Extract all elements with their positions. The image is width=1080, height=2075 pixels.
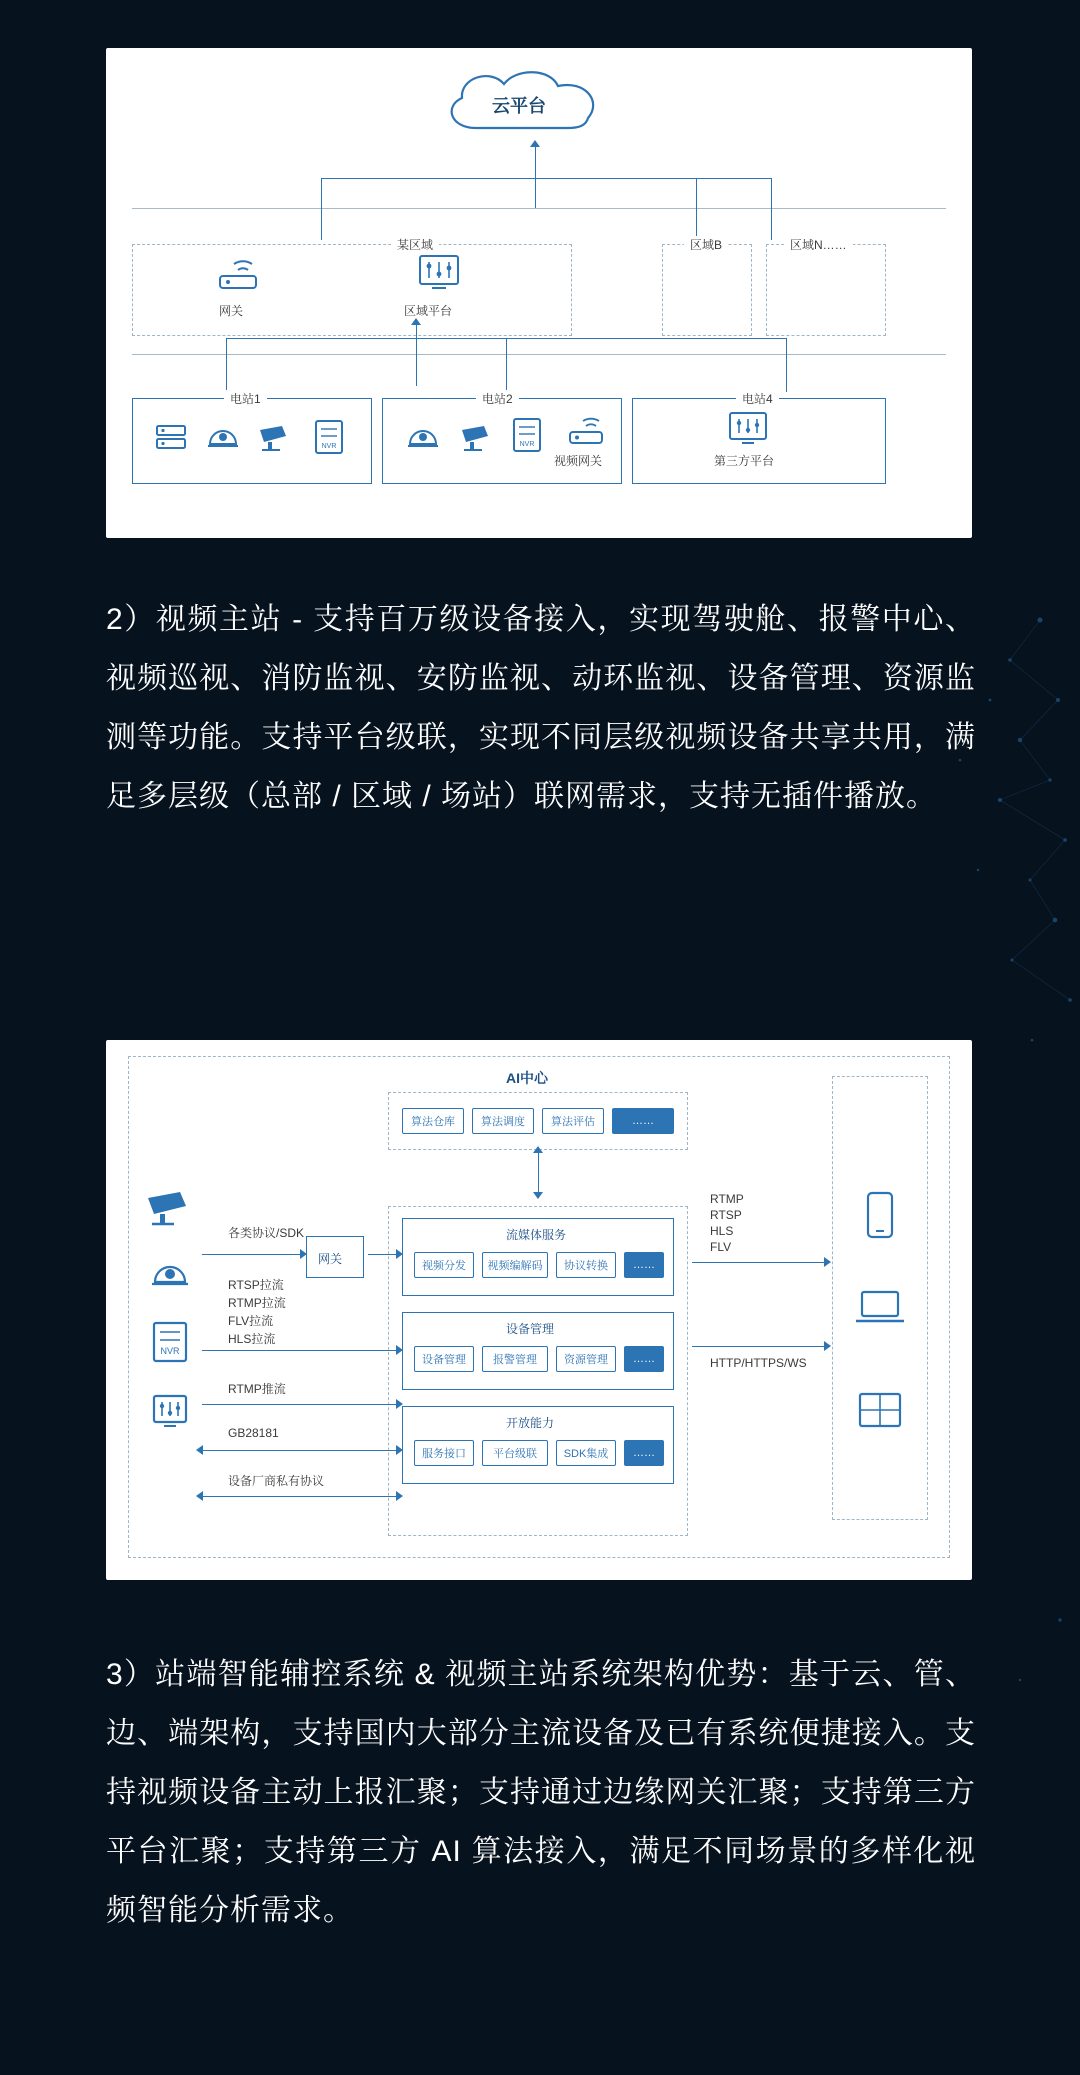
protocol-gb28181-label: GB28181 <box>228 1426 279 1440</box>
chip-alarm-mgmt[interactable]: 报警管理 <box>482 1346 548 1372</box>
right-protocol-http: HTTP/HTTPS/WS <box>710 1356 807 1370</box>
video-gateway-icon <box>566 416 606 450</box>
third-party-platform-label: 第三方平台 <box>714 454 775 468</box>
nvr-icon <box>510 416 544 454</box>
platform-icon <box>150 1392 190 1434</box>
gateway-icon <box>216 254 260 294</box>
protocol-sdk-label: 各类协议/SDK <box>228 1226 305 1240</box>
platform-icon <box>726 410 770 450</box>
platform-icon <box>416 252 462 294</box>
region-group-b <box>662 244 752 336</box>
chip-device-more[interactable]: …… <box>624 1346 664 1372</box>
camera-dome-icon <box>206 418 240 454</box>
chip-video-distribute[interactable]: 视频分发 <box>414 1252 474 1278</box>
protocol-hls-pull-label: HLS拉流 <box>228 1332 276 1346</box>
gateway-label: 网关 <box>219 304 244 318</box>
svg-text:NVR: NVR <box>321 443 337 450</box>
protocol-rtsp-pull-label: RTSP拉流 <box>228 1278 284 1292</box>
camera-dome-icon <box>406 418 440 454</box>
videowall-icon <box>856 1390 904 1434</box>
module-open-title: 开放能力 <box>506 1416 555 1430</box>
protocol-rtmp-pull-label: RTMP拉流 <box>228 1296 286 1310</box>
right-protocol-rtsp: RTSP <box>710 1208 742 1222</box>
station-2-label: 电站2 <box>476 390 519 407</box>
camera-bullet-icon <box>458 420 496 454</box>
region-platform-label: 区域平台 <box>404 304 453 318</box>
region-a-label: 某区域 <box>391 236 439 253</box>
region-group-a <box>132 244 572 336</box>
chip-video-codec[interactable]: 视频编解码 <box>482 1252 548 1278</box>
video-gateway-label: 视频网关 <box>554 454 603 468</box>
protocol-vendor-private-label: 设备厂商私有协议 <box>228 1474 325 1488</box>
region-b-label: 区域B <box>684 236 728 253</box>
chip-sdk-integration[interactable]: SDK集成 <box>556 1440 616 1466</box>
svg-text:NVR: NVR <box>160 1346 180 1356</box>
paragraph-architecture-advantages: 3）站端智能辅控系统 & 视频主站系统架构优势：基于云、管、边、端架构，支持国内大部分主流设备及已有系统便捷接入。支持视频设备主动上报汇聚；支持通过边缘网关汇聚；支持第三方平台汇聚；支持第三方 AI 算法接入，满足不同场景的多样化视频智能分析需求。 <box>106 1658 976 1927</box>
chip-open-more[interactable]: …… <box>624 1440 664 1466</box>
station-1-label: 电站1 <box>224 390 267 407</box>
chip-algorithm-schedule[interactable]: 算法调度 <box>472 1108 534 1134</box>
chip-ai-more[interactable]: …… <box>612 1108 674 1134</box>
region-group-n <box>766 244 886 336</box>
protocol-rtmp-push-label: RTMP推流 <box>228 1382 286 1396</box>
mobile-icon <box>862 1190 898 1242</box>
right-protocol-rtmp: RTMP <box>710 1192 744 1206</box>
svg-text:NVR: NVR <box>519 441 535 448</box>
camera-bullet-icon <box>142 1186 198 1228</box>
chip-algorithm-repo[interactable]: 算法仓库 <box>402 1108 464 1134</box>
right-protocol-hls: HLS <box>710 1224 734 1238</box>
chip-service-api[interactable]: 服务接口 <box>414 1440 474 1466</box>
nvr-icon <box>150 1320 190 1364</box>
right-protocol-flv: FLV <box>710 1240 732 1254</box>
protocol-flv-pull-label: FLV拉流 <box>228 1314 274 1328</box>
figure-system-architecture <box>106 1040 972 1580</box>
server-icon <box>154 420 188 454</box>
figure-video-access-architecture <box>106 48 972 538</box>
camera-dome-icon <box>150 1252 190 1292</box>
region-n-label: 区域N…… <box>784 236 853 253</box>
nvr-icon <box>312 418 346 456</box>
chip-protocol-convert[interactable]: 协议转换 <box>556 1252 616 1278</box>
chip-resource-mgmt[interactable]: 资源管理 <box>556 1346 616 1372</box>
paragraph-video-main-station: 2）视频主站 - 支持百万级设备接入，实现驾驶舱、报警中心、视频巡视、消防监视、安防监视、动环监视、设备管理、资源监测等功能。支持平台级联，实现不同层级视频设备共享共用，满足多层级（总部 / 区域 / 场站）联网需求，支持无插件播放。 <box>106 603 976 813</box>
cloud-label: 云平台 <box>492 96 546 116</box>
laptop-icon <box>854 1288 906 1330</box>
chip-platform-cascade[interactable]: 平台级联 <box>482 1440 548 1466</box>
ai-center-title: AI中心 <box>506 1070 548 1086</box>
chip-streaming-more[interactable]: …… <box>624 1252 664 1278</box>
chip-device-mgmt[interactable]: 设备管理 <box>414 1346 474 1372</box>
module-streaming-title: 流媒体服务 <box>506 1228 567 1242</box>
edge-gateway-label: 网关 <box>318 1252 343 1266</box>
module-device-title: 设备管理 <box>506 1322 555 1336</box>
station-4-label: 电站4 <box>736 390 779 407</box>
camera-bullet-icon <box>256 420 294 454</box>
chip-algorithm-eval[interactable]: 算法评估 <box>542 1108 604 1134</box>
